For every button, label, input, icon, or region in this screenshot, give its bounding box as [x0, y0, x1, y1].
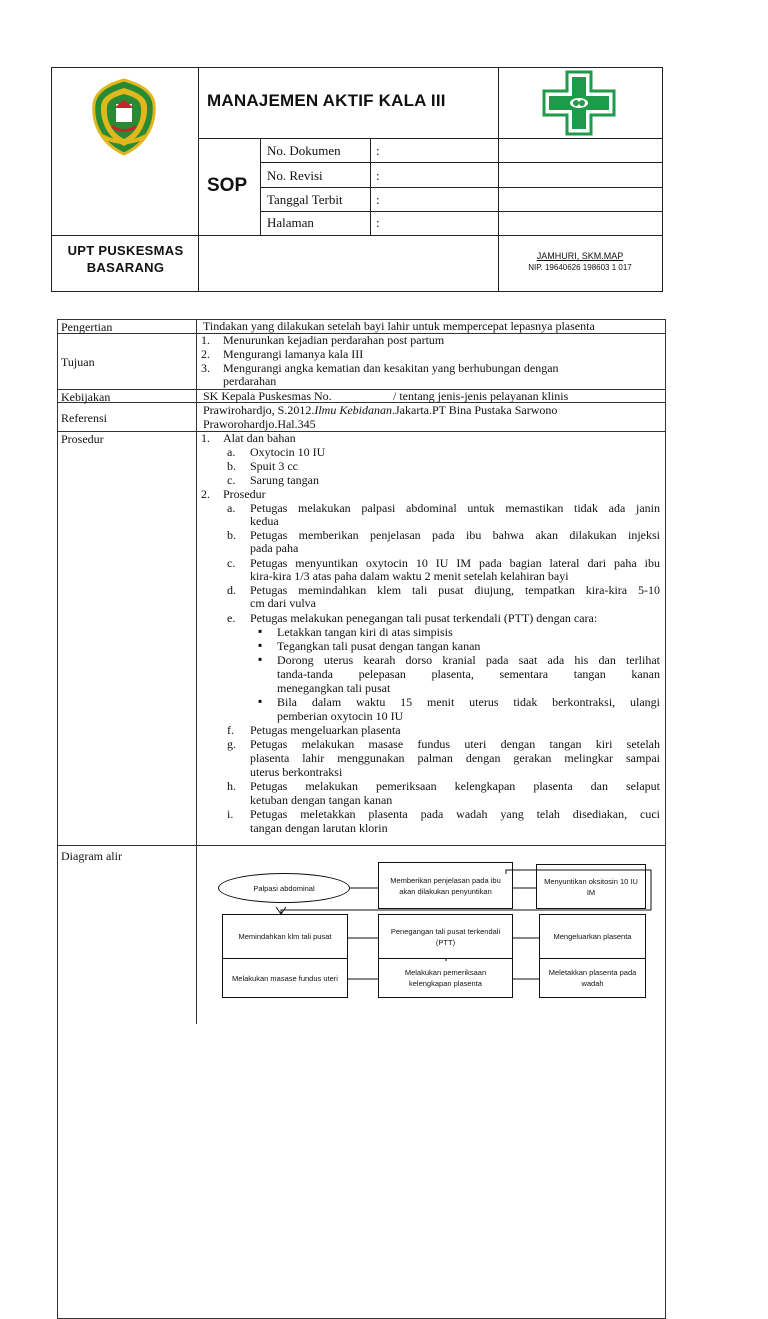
bullet-text: Bila dalam waktu 15 menit uterus tidak berkontraksi, ulangi	[277, 695, 660, 709]
flow-node-mengeluarkan: Mengeluarkan plasenta	[539, 914, 646, 959]
list-mark: h.	[227, 779, 236, 793]
referensi-text	[203, 404, 557, 417]
header-divider	[51, 235, 663, 236]
list-number: 1.	[201, 333, 210, 347]
signer-name: JAMHURI, SKM.MAP	[536, 251, 624, 261]
org-line: BASARANG	[86, 260, 165, 275]
referensi-part: Prawirohardjo, S.2012.	[203, 403, 315, 417]
header-divider	[198, 67, 199, 292]
row-label-pengertian: Pengertian	[61, 320, 113, 334]
list-number: 1.	[201, 431, 210, 445]
kebijakan-text: SK Kepala Puskesmas No.	[203, 389, 332, 403]
organization-name	[53, 242, 198, 276]
flow-node-meletakkan: Meletakkan plasenta pada wadah	[539, 958, 646, 998]
flow-node-masase: Melakukan masase fundus uteri	[222, 958, 348, 998]
step-text: plasenta lahir menggunakan palman dengan gerakan melingkar sampai	[250, 751, 660, 765]
list-mark: b.	[227, 528, 236, 542]
list-mark: c.	[227, 473, 236, 487]
header-divider	[498, 138, 499, 235]
step-text: ketuban dengan tangan kanan	[250, 793, 393, 807]
tujuan-item: Mengurangi lamanya kala III	[223, 347, 364, 361]
section-title: Alat dan bahan	[223, 431, 296, 445]
list-number: 2.	[201, 347, 210, 361]
flow-node-memindahkan: Memindahkan klm tali pusat	[222, 914, 348, 959]
puskesmas-cross-logo	[541, 69, 617, 137]
row-label-tujuan: Tujuan	[61, 355, 95, 369]
list-mark: a.	[227, 445, 236, 459]
list-mark: g.	[227, 737, 236, 751]
header-divider	[498, 235, 499, 292]
flow-node-palpasi: Palpasi abdominal	[218, 873, 350, 903]
alat-item: Spuit 3 cc	[250, 459, 298, 473]
meta-colon: :	[376, 215, 380, 230]
meta-label-dokumen: No. Dokumen	[267, 143, 341, 158]
row-label-prosedur: Prosedur	[61, 432, 104, 446]
row-label-diagram: Diagram alir	[61, 849, 122, 863]
referensi-book-title: Ilmu Kebidanan	[314, 403, 392, 417]
list-mark: a.	[227, 501, 236, 515]
bullet: ▪	[258, 638, 263, 652]
step-text: Petugas melakukan palpasi abdominal untuk memastikan tidak ada janin	[250, 501, 660, 515]
referensi-part: .Jakarta.PT Bina Pustaka Sarwono	[392, 403, 558, 417]
table-divider	[57, 431, 666, 432]
step-text: Petugas meletakkan plasenta pada wadah yang telah disediakan, cuci	[250, 807, 660, 821]
step-text: Petugas melakukan masase fundus uteri dengan tangan kiri setelah	[250, 737, 660, 751]
tujuan-item: Mengurangi angka kematian dan kesakitan yang berhubungan dengan	[223, 361, 559, 375]
section-title: Prosedur	[223, 487, 266, 501]
header-divider	[260, 187, 663, 188]
step-text: uterus berkontraksi	[250, 765, 343, 779]
list-mark: f.	[227, 723, 234, 737]
header-divider	[198, 138, 663, 139]
bullet-text: Tegangkan tali pusat dengan tangan kanan	[277, 639, 481, 653]
step-text: kedua	[250, 514, 279, 528]
signer-nip: NIP. 19640626 198603 1 017	[528, 263, 632, 272]
sop-label: SOP	[207, 175, 248, 196]
step-text: Petugas menyuntikan oxytocin 10 IU IM pada bagian lateral dari paha ibu	[250, 556, 660, 570]
bullet-text: pemberian oxytocin 10 IU	[277, 709, 404, 723]
list-number: 2.	[201, 487, 210, 501]
bullet: ▪	[258, 694, 263, 708]
meta-label-tanggal: Tanggal Terbit	[267, 192, 343, 207]
list-mark: d.	[227, 583, 236, 597]
tujuan-item: perdarahan	[223, 374, 277, 388]
header-divider	[370, 138, 371, 235]
header-divider	[498, 67, 499, 139]
bullet: ▪	[258, 624, 263, 638]
row-label-referensi: Referensi	[61, 411, 107, 425]
tujuan-item: Menurunkan kejadian perdarahan post partum	[223, 333, 445, 347]
referensi-text: Praworohardjo.Hal.345	[203, 417, 316, 431]
bullet-text: Dorong uterus kearah dorso kranial pada saat ada his dan terlihat	[277, 653, 660, 667]
alat-item: Sarung tangan	[250, 473, 319, 487]
bullet-text: Letakkan tangan kiri di atas simpisis	[277, 625, 453, 639]
step-text: cm dari vulva	[250, 596, 316, 610]
bullet-text: menegangkan tali pusat	[277, 681, 391, 695]
flow-node-pemeriksaan: Melakukan pemeriksaan kelengkapan plasenta	[378, 958, 513, 998]
step-text: Petugas memindahkan klem tali pusat diujung, tempatkan kira-kira 5-10	[250, 583, 660, 597]
step-text: Petugas memberikan penjelasan pada ibu bahwa akan dilakukan injeksi	[250, 528, 660, 542]
document-title: MANAJEMEN AKTIF KALA III	[207, 91, 446, 110]
flow-node-penjelasan: Memberikan penjelasan pada ibu akan dilakukan penyuntikan	[378, 862, 513, 909]
kebijakan-text: / tentang jenis-jenis pelayanan klinis	[393, 389, 569, 403]
step-text: tangan dengan larutan klorin	[250, 821, 388, 835]
step-text: Petugas melakukan pemeriksaan kelengkapan plasenta dan selaput	[250, 779, 660, 793]
regency-emblem-logo	[88, 78, 160, 158]
row-label-kebijakan: Kebijakan	[61, 390, 111, 404]
org-line: UPT PUSKESMAS	[67, 243, 184, 258]
meta-colon: :	[376, 143, 380, 158]
meta-colon: :	[376, 168, 380, 183]
list-mark: e.	[227, 611, 236, 625]
header-divider	[260, 211, 663, 212]
step-text: Petugas melakukan penegangan tali pusat terkendali (PTT) dengan cara:	[250, 611, 598, 625]
bullet: ▪	[258, 652, 263, 666]
meta-colon: :	[376, 192, 380, 207]
header-divider	[260, 162, 663, 163]
step-text: pada paha	[250, 541, 299, 555]
list-mark: b.	[227, 459, 236, 473]
flow-node-penegangan: Penegangan tali pusat terkendali (PTT)	[378, 914, 513, 959]
bullet-text: tanda-tanda pelepasan plasenta, sementara tangan kanan	[277, 667, 660, 681]
step-text: kira-kira 1/3 atas paha dalam waktu 2 menit setelah kelahiran bayi	[250, 569, 569, 583]
list-mark: i.	[227, 807, 234, 821]
meta-label-revisi: No. Revisi	[267, 168, 323, 183]
table-divider	[57, 389, 666, 390]
flow-node-menyuntikan: Menyuntikan oksitosin 10 IU IM	[536, 864, 646, 909]
alat-item: Oxytocin 10 IU	[250, 445, 326, 459]
meta-label-halaman: Halaman	[267, 215, 314, 230]
step-text: Petugas mengeluarkan plasenta	[250, 723, 401, 737]
list-number: 3.	[201, 361, 210, 375]
list-mark: c.	[227, 556, 236, 570]
pengertian-text: Tindakan yang dilakukan setelah bayi lahir untuk mempercepat lepasnya plasenta	[203, 319, 595, 333]
